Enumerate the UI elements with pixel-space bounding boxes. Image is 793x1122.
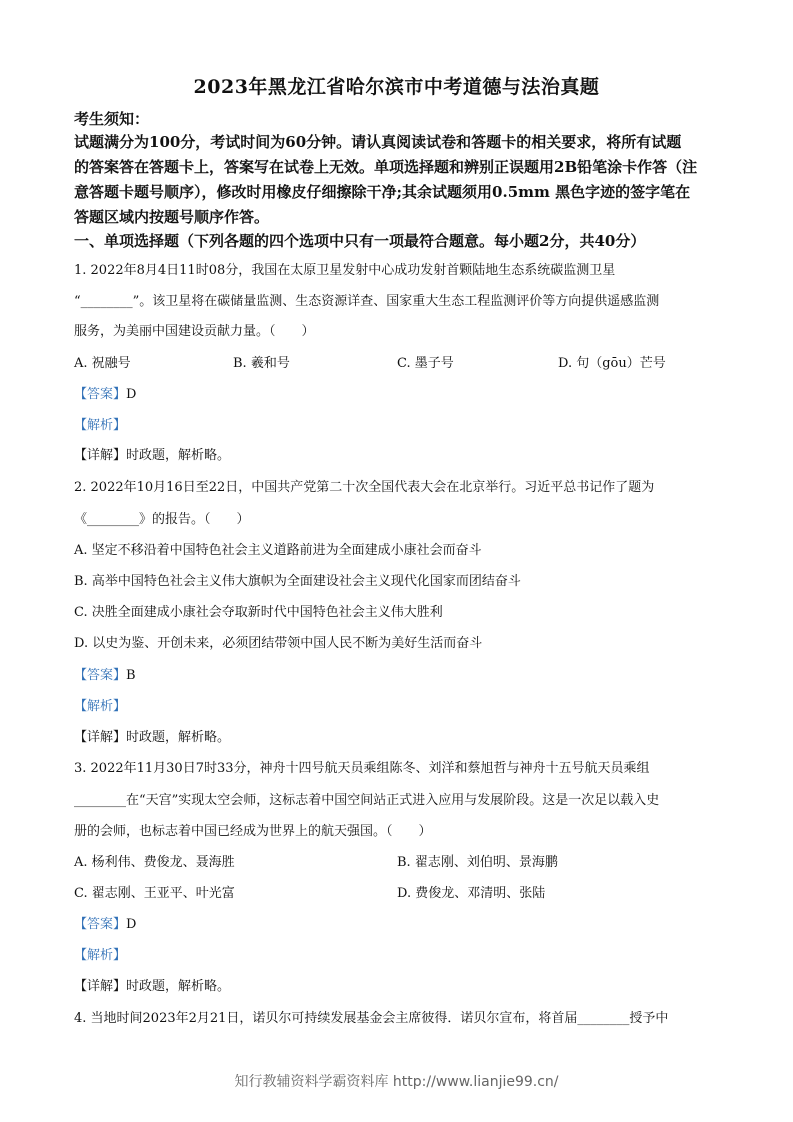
notice-line: 的答案答在答题卡上，答案写在试卷上无效。单项选择题和辨别正误题用2B铅笔涂卡作答（注 bbox=[74, 158, 698, 176]
q3-stem: 册的会师，也标志着中国已经成为世界上的航天强国。（ ） bbox=[74, 824, 432, 839]
notice-line: 试题满分为100分，考试时间为60分钟。请认真阅读试卷和答题卡的相关要求，将所有试题 bbox=[74, 133, 682, 151]
q1-analysis bbox=[74, 414, 126, 433]
answer-tag: 【答案】 bbox=[74, 668, 127, 683]
page-footer: 知行教辅资料学霸资料库 http://www.lianjie99.cn/ bbox=[234, 1074, 559, 1090]
q2-option-c: C. 决胜全面建成小康社会夺取新时代中国特色社会主义伟大胜利 bbox=[74, 605, 443, 620]
q1-option-a: A. 祝融号 bbox=[74, 356, 131, 371]
detail-text: 时政题，解析略。 bbox=[126, 730, 231, 745]
q1-stem: 1. 2022年8月4日11时08分，我国在太原卫星发射中心成功发射首颗陆地生态系统碳监测卫星 bbox=[74, 263, 616, 278]
q1-detail bbox=[74, 444, 230, 463]
answer-value: D bbox=[126, 917, 137, 932]
q3-stem: 3. 2022年11月30日7时33分，神舟十四号航天员乘组陈冬、刘洋和蔡旭哲与神舟十五号航天员乘组 bbox=[74, 761, 650, 776]
q2-option-b: B. 高举中国特色社会主义伟大旗帜为全面建设社会主义现代化国家而团结奋斗 bbox=[74, 574, 521, 589]
q1-answer bbox=[74, 383, 136, 402]
q2-stem: 2. 2022年10月16日至22日，中国共产党第二十次全国代表大会在北京举行。习近平总书记作了题为 bbox=[74, 480, 655, 495]
answer-tag: 【答案】 bbox=[74, 387, 127, 402]
q1-stem: 服务，为美丽中国建设贡献力量。（ ） bbox=[74, 324, 315, 339]
detail-tag: 【详解】 bbox=[74, 448, 127, 463]
notice-line: 意答题卡题号顺序），修改时用橡皮仔细擦除干净;其余试题须用0.5mm 黑色字迹的签字笔在 bbox=[74, 183, 691, 201]
page-title: 2023年黑龙江省哈尔滨市中考道德与法治真题 bbox=[193, 76, 600, 98]
analysis-tag: 【解析】 bbox=[74, 699, 127, 714]
section-heading: 一、单项选择题（下列各题的四个选项中只有一项最符合题意。每小题2分，共40分） bbox=[74, 232, 646, 250]
q1-stem: “________”。该卫星将在碳储量监测、生态资源详查、国家重大生态工程监测评价等方向提供遥感监测 bbox=[74, 294, 660, 309]
detail-text: 时政题，解析略。 bbox=[126, 448, 231, 463]
q2-option-d: D. 以史为鉴、开创未来，必须团结带领中国人民不断为美好生活而奋斗 bbox=[74, 636, 483, 651]
q3-option-a: A. 杨利伟、费俊龙、聂海胜 bbox=[74, 855, 235, 870]
q1-option-c: C. 墨子号 bbox=[397, 356, 454, 371]
q2-stem: 《________》的报告。（ ） bbox=[74, 512, 250, 527]
notice-line: 答题区域内按题号顺序作答。 bbox=[74, 208, 270, 226]
q2-analysis bbox=[74, 695, 126, 714]
q3-option-d: D. 费俊龙、邓清明、张陆 bbox=[397, 886, 546, 901]
q1-option-d: D. 句（gōu）芒号 bbox=[558, 356, 666, 371]
q3-stem: ________在“天宫”实现太空会师，这标志着中国空间站正式进入应用与发展阶段。这是一次足以载入史 bbox=[74, 793, 660, 808]
q4-stem: 4. 当地时间2023年2月21日，诺贝尔可持续发展基金会主席彼得．诺贝尔宣布，将首届________授予中 bbox=[74, 1011, 669, 1026]
detail-tag: 【详解】 bbox=[74, 730, 127, 745]
detail-text: 时政题，解析略。 bbox=[126, 979, 231, 994]
q3-analysis bbox=[74, 944, 126, 963]
q2-option-a: A. 坚定不移沿着中国特色社会主义道路前进为全面建成小康社会而奋斗 bbox=[74, 543, 482, 558]
notice-heading: 考生须知： bbox=[74, 110, 150, 128]
answer-tag: 【答案】 bbox=[74, 917, 127, 932]
analysis-tag: 【解析】 bbox=[74, 418, 127, 433]
answer-value: B bbox=[126, 668, 136, 683]
q3-option-c: C. 翟志刚、王亚平、叶光富 bbox=[74, 886, 235, 901]
q1-option-b: B. 羲和号 bbox=[233, 356, 290, 371]
q3-detail bbox=[74, 975, 230, 994]
q3-option-b: B. 翟志刚、刘伯明、景海鹏 bbox=[397, 855, 558, 870]
q2-answer bbox=[74, 664, 136, 683]
notice-text bbox=[74, 130, 722, 230]
q2-detail bbox=[74, 726, 230, 745]
analysis-tag: 【解析】 bbox=[74, 948, 127, 963]
q3-answer bbox=[74, 913, 136, 932]
answer-value: D bbox=[126, 387, 137, 402]
detail-tag: 【详解】 bbox=[74, 979, 127, 994]
